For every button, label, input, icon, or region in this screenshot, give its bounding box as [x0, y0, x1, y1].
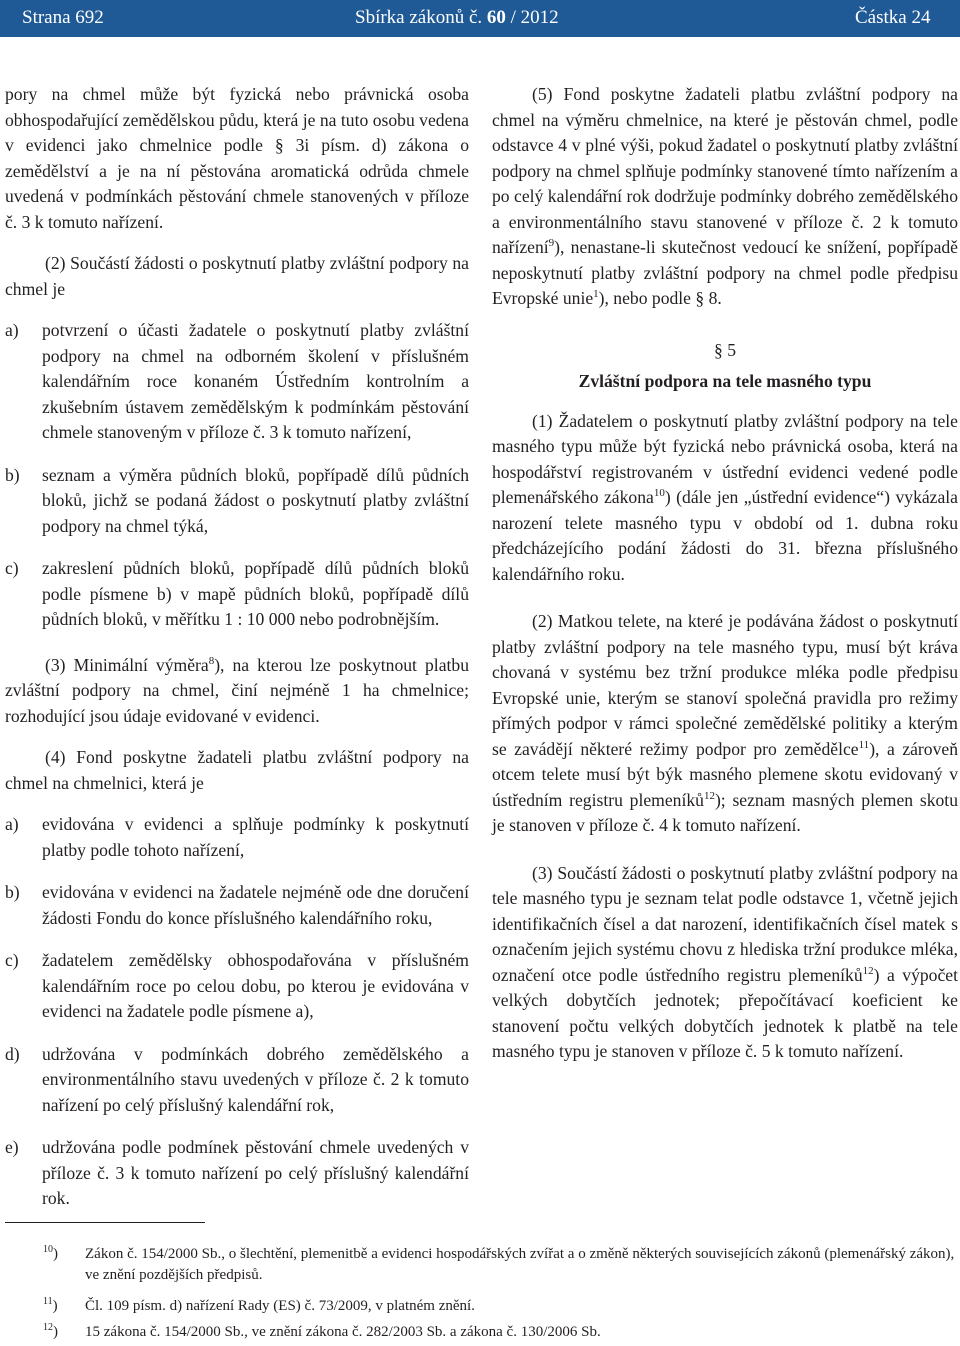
list-item-label: b) — [5, 464, 20, 485]
footnote-number-value: 11 — [43, 1296, 53, 1307]
paragraph-4: (4) Fond poskytne žadateli platbu zvláštní podpory na chmel na chmelnici, která je — [5, 747, 469, 793]
paragraph-2: (2) Součástí žádosti o poskytnutí platby zvláštní podpory na chmel je — [5, 253, 469, 299]
collection-title — [355, 7, 559, 29]
list-item-label: e) — [5, 1137, 19, 1157]
paragraph-text-cont: ) a výpočet velkých dobytčích jednotek; přepočítávací koeficient ke stanovení počtu velkých dobytčích jednotek k platbě na tele masného typu je stanoven v příloze č. 5 k tomuto nařízení. — [492, 964, 958, 1061]
list-paragraph-4 — [5, 812, 469, 1212]
list-item-label: c) — [5, 950, 19, 970]
footnote-ref[interactable]: 1 — [593, 288, 599, 300]
footnote — [5, 1322, 960, 1343]
collection-prefix: Sbírka zákonů č. — [355, 7, 483, 28]
footnote-number: $^{11}$) — [43, 1296, 58, 1314]
footnote-separator — [5, 1222, 205, 1223]
list-item-label: a) — [5, 814, 19, 834]
paragraph-3-text: (3) Minimální výměra — [45, 654, 209, 675]
footnote-text: Čl. 109 písm. d) nařízení Rady (ES) č. 73/2009, v platném znění. — [85, 1298, 475, 1314]
list-item-text: žadatelem zemědělsky obhospodařována v příslušném kalendářním roce po celou dobu, po kterou je evidována v evidenci na žadatele podle písmene a), — [42, 950, 469, 1021]
footnote-ref[interactable]: 12 — [703, 789, 715, 802]
list-item — [5, 556, 469, 633]
section-title: Zvláštní podpora na tele masného typu — [578, 371, 872, 391]
list-item — [5, 812, 469, 863]
section-5-paragraph-1 — [492, 409, 958, 588]
paragraph-5-text: (5) Fond poskytne žadateli platbu zvláštní podpory na chmel na výměru chmelnice, na které je pěstován chmel, podle odstavce 4 v plné výši, pokud žadatel o poskytnutí platby zvláštní podpory na chmel splňuje podmínky stanovené tímto nařízením a po celý kalendářní rok dodržuje podmínky dobrého zemědělského a environmentálního stavu stanovené v příloze č. 2 k tomuto nařízení — [492, 84, 958, 257]
footnote-ref[interactable]: 12 — [862, 964, 874, 977]
footnote-number-value: 10 — [43, 1244, 53, 1255]
paragraph-3 — [5, 653, 469, 730]
right-column — [492, 82, 958, 1081]
law-number: 60 — [486, 7, 506, 28]
footnote-ref[interactable]: 11 — [858, 738, 870, 751]
paragraph-5-text-cont: ), nenastane-li skutečnost vedoucí ke snížení, popřípadě neposkytnutí platby zvláštní podpory na chmel podle předpisu Evropské unie — [492, 237, 958, 308]
footnote-text: 15 zákona č. 154/2000 Sb., ve znění zákona č. 282/2003 Sb. a zákona č. 130/2006 Sb. — [85, 1324, 601, 1340]
list-item-label: a) — [5, 320, 19, 340]
list-item — [5, 1042, 469, 1119]
footnote — [5, 1244, 960, 1286]
list-item-text: udržována v podmínkách dobrého zemědělského a environmentálního stavu uvedených v příloze č. 2 k tomuto nařízení po celý příslušný kalendářní rok, — [42, 1043, 469, 1115]
list-item-label: b) — [5, 882, 20, 902]
paragraph-5 — [492, 82, 958, 312]
footnote-number: $^{12}$) — [43, 1322, 58, 1340]
list-item-text: zakreslení půdních bloků, popřípadě dílů půdních bloků podle písmene b) v mapě půdních bloků, popřípadě dílů půdních bloků, v měřítku 1 : 10 000 nebo podrobnějším. — [42, 558, 469, 629]
paragraph-text: (2) Matkou telete, na které je podávána žádost o poskytnutí platby zvláštní podpory na tele masného typu, musí být kráva chovaná v systému bez tržní produkce mléka podle předpisu Evropské unie, kterým se stanoví společná pravidla pro režimy přímých podpor v rámci společné zemědělské politiky a kterým se zavádějí některé režimy podpor pro zemědělce — [492, 611, 958, 759]
intro-paragraph: pory na chmel může být fyzická nebo právnická osoba obhospodařující zemědělskou půdu, která je na tuto osobu vedena v evidenci jako chmelnice podle § 3i písm. d) zákona o zemědělství a je na ní pěstována aromatická odrůda chmele uvedená v podmínkách pěstování chmele stanovených v příloze č. 3 k tomuto nařízení. — [5, 84, 469, 232]
footnote-number: $^{10}$) — [43, 1244, 58, 1262]
paragraph-text-cont: ), a zároveň otcem telete musí být býk masného plemene skotu evidovaný v ústředním registru plemeníků — [492, 738, 958, 810]
page-number: Strana 692 — [22, 7, 104, 28]
list-item-label: c) — [5, 558, 19, 578]
list-item-text: evidována v evidenci a splňuje podmínky k poskytnutí platby podle tohoto nařízení, — [42, 814, 469, 860]
page-header — [0, 0, 960, 37]
paragraph-3-text-cont: ), na kterou lze poskytnout platbu zvláštní podpory na chmel, činí nejméně 1 ha chmelnice; rozhodující jsou údaje evidované v evidenci. — [5, 654, 469, 726]
list-item-text: evidována v evidenci na žadatele nejméně ode dne doručení žádosti Fondu do konce příslušného kalendářního roku, — [42, 882, 469, 928]
paragraph-text-cont: ) (dále jen „ústřední evidence“) vykázala narození telete masného typu v období od 1. dubna roku předcházejícího podání žádosti do 31. března příslušného kalendářního roku. — [492, 487, 958, 584]
part-number: Částka 24 — [855, 7, 931, 28]
list-item-label: d) — [5, 1043, 20, 1064]
list-item — [5, 1135, 469, 1212]
footnote-text: Zákon č. 154/2000 Sb., o šlechtění, plemenitbě a evidenci hospodářských zvířat a o změně některých souvisejících zákonů (plemenářský zákon), ve znění pozdějších předpisů. — [85, 1246, 955, 1283]
list-item-text: seznam a výměra půdních bloků, popřípadě dílů půdních bloků, jichž se podaná žádost o poskytnutí platby zvláštní podpory na chmel týká, — [42, 464, 469, 536]
list-paragraph-2 — [5, 318, 469, 633]
paragraph-5-text-end: ), nebo podle § 8. — [598, 288, 722, 308]
footnote-ref[interactable]: 8 — [208, 654, 215, 667]
footnote — [5, 1296, 960, 1317]
list-item — [5, 318, 469, 446]
paragraph-text-end: ); seznam masných plemen skotu je stanoven v příloze č. 4 k tomuto nařízení. — [492, 789, 958, 835]
law-year: / 2012 — [510, 7, 559, 28]
paragraph-text: (3) Součástí žádosti o poskytnutí platby zvláštní podpory na tele masného typu je seznam telat podle odstavce 1, včetně jejich identifikačních čísel a dat narození, identifikačních čísel matek s označením jejich systému chovu z hlediska tržní produkce mléka, označení otce podle ústředního registru plemeníků — [492, 862, 958, 985]
section-5-paragraph-2 — [492, 609, 958, 839]
footnote-number-value: 12 — [43, 1322, 53, 1333]
list-item — [5, 880, 469, 931]
footnote-ref[interactable]: 9 — [548, 237, 555, 249]
paragraph-text: (1) Žadatelem o poskytnutí platby zvláštní podpory na tele masného typu může být fyzická nebo právnická osoba, která na hospodářství registrovaném v ústřední evidenci vedené podle plemenářského zákona — [492, 410, 958, 507]
left-column — [5, 82, 469, 1229]
list-item — [5, 463, 469, 540]
section-number: § 5 — [714, 339, 736, 360]
section-5-paragraph-3 — [492, 861, 958, 1065]
list-item-text: udržována podle podmínek pěstování chmele uvedených v příloze č. 3 k tomuto nařízení po celý příslušný kalendářní rok. — [42, 1137, 469, 1208]
list-item — [5, 948, 469, 1025]
list-item-text: potvrzení o účasti žadatele o poskytnutí platby zvláštní podpory na chmel na odborném školení v příslušném kalendářním roce konaném Ústředním kontrolním a zkušebním ústavem zemědělským k podmínkám pěstování chmele stanoveným v příloze č. 3 k tomuto nařízení, — [42, 320, 469, 442]
footnote-ref[interactable]: 10 — [653, 487, 665, 499]
